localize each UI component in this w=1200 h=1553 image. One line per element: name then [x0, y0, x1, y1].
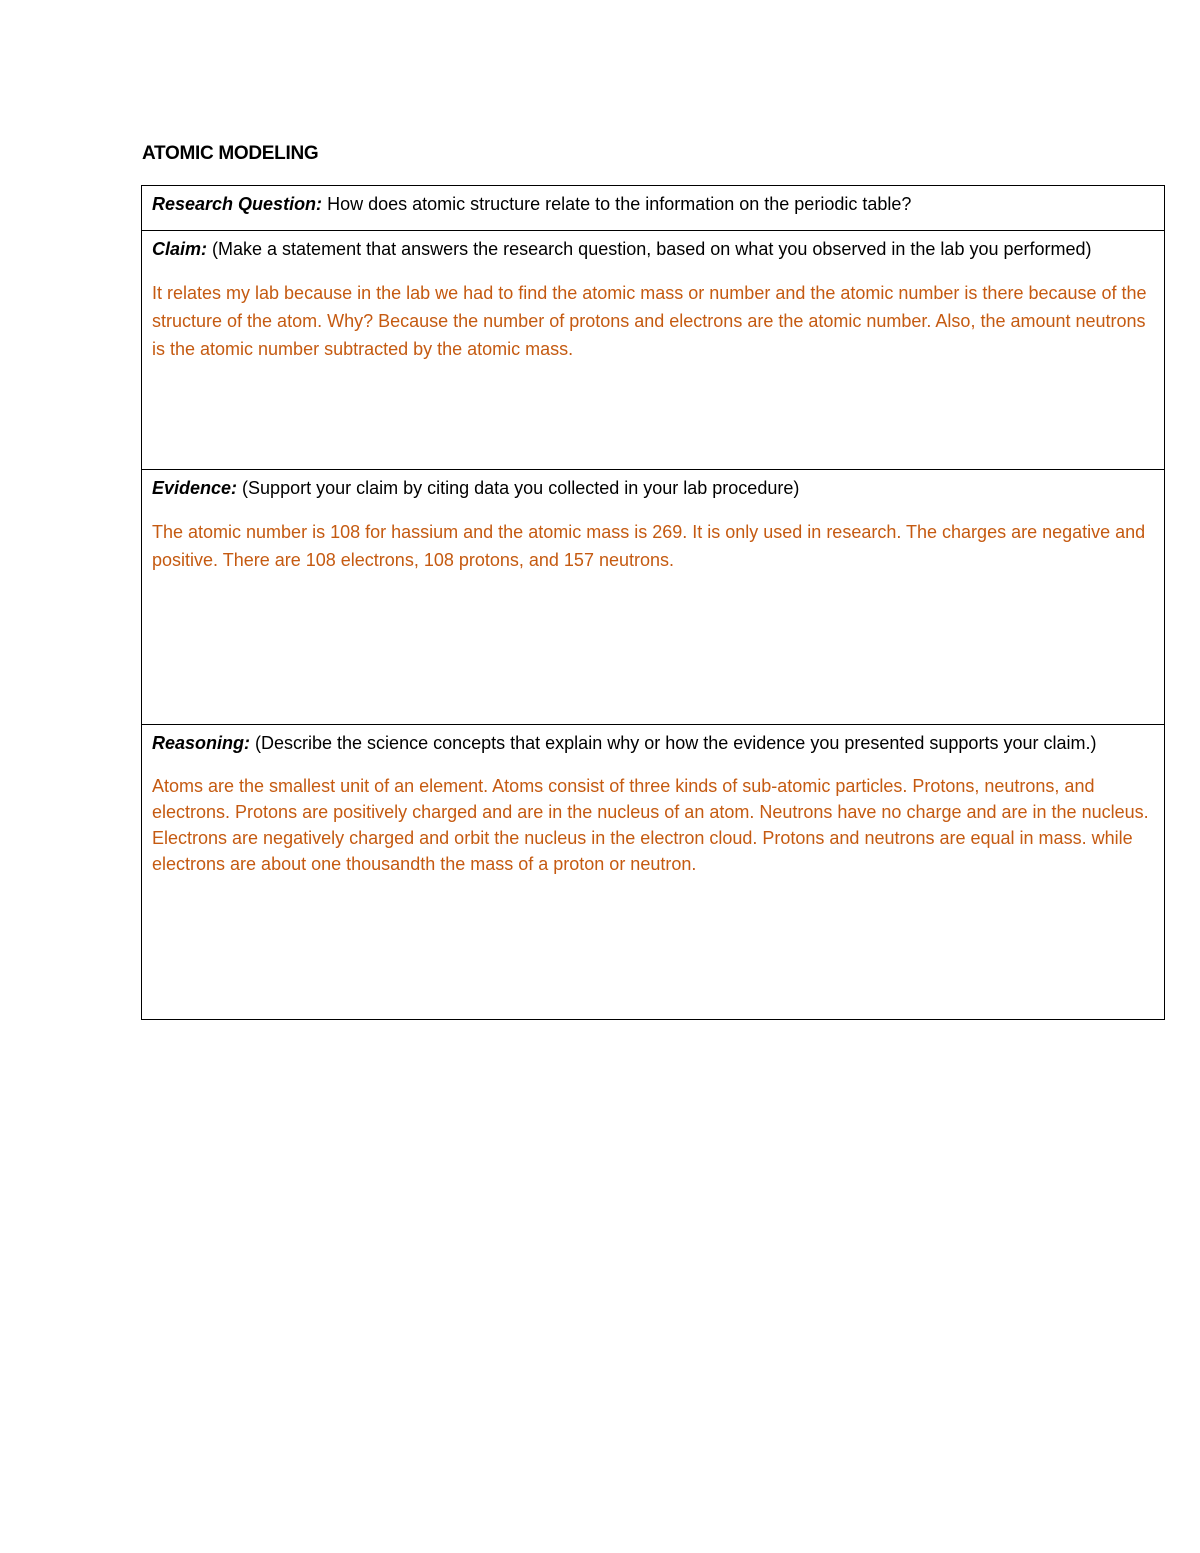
claim-label: Claim:	[152, 239, 208, 259]
page-title: ATOMIC MODELING	[142, 143, 319, 164]
evidence-prompt-line	[152, 474, 1154, 502]
claim-cell	[142, 231, 1165, 470]
claim-row	[142, 231, 1165, 470]
research-question-text: How does atomic structure relate to the information on the periodic table?	[322, 194, 912, 214]
reasoning-cell	[142, 725, 1165, 1020]
evidence-label: Evidence:	[152, 478, 238, 498]
evidence-answer: The atomic number is 108 for hassium and the atomic mass is 269. It is only used in research. The charges are negative and positive. There are 108 electrons, 108 protons, and 157 neutrons.	[152, 522, 1146, 570]
evidence-cell	[142, 470, 1165, 725]
reasoning-prompt: (Describe the science concepts that explain why or how the evidence you presented supports your claim.)	[250, 733, 1097, 753]
research-question-cell	[142, 186, 1165, 231]
claim-answer: It relates my lab because in the lab we had to find the atomic mass or number and the atomic number is there because of the structure of the atom. Why? Because the number of protons and electrons are the atomic number. Also, the amount neutrons is the atomic number subtracted by the atomic mass.	[152, 283, 1147, 359]
claim-prompt: (Make a statement that answers the research question, based on what you observed in the lab you performed)	[207, 239, 1092, 259]
research-question-line	[152, 190, 1154, 218]
research-question-row	[142, 186, 1165, 231]
claim-prompt-line	[152, 235, 1154, 263]
reasoning-prompt-line	[152, 729, 1154, 757]
research-question-label: Research Question:	[152, 194, 323, 214]
evidence-prompt: (Support your claim by citing data you collected in your lab procedure)	[237, 478, 800, 498]
reasoning-label: Reasoning:	[152, 733, 251, 753]
evidence-row	[142, 470, 1165, 725]
reasoning-row	[142, 725, 1165, 1020]
reasoning-answer: Atoms are the smallest unit of an element. Atoms consist of three kinds of sub-atomic particles. Protons, neutrons, and electrons. Protons are positively charged and are in the nucleus of an atom. Neutrons have no charge and are in the nucleus. Electrons are negatively charged and orbit the nucleus in the electron cloud. Protons and neutrons are equal in mass. while electrons are about one thousandth the mass of a proton or neutron.	[152, 776, 1149, 874]
cer-table	[141, 185, 1165, 1020]
